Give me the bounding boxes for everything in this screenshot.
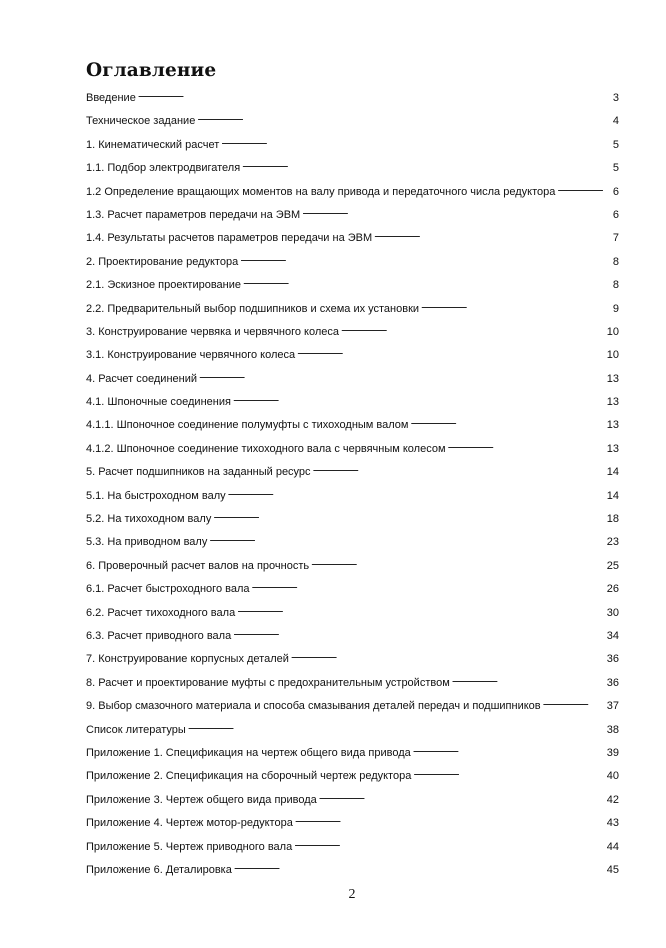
toc-heading: Оглавление (86, 60, 217, 81)
dot-leader (374, 226, 612, 241)
dot-leader (413, 741, 606, 756)
toc-entry-label[interactable]: 9. Выбор смазочного материала и способа смазывания деталей передач и подшипников (86, 700, 541, 713)
toc-entry[interactable] (86, 390, 619, 413)
dot-leader (341, 320, 606, 335)
toc-entry-label[interactable]: Введение (86, 92, 136, 104)
toc-entry-page[interactable]: 9 (612, 302, 619, 315)
toc-entry[interactable] (86, 109, 619, 132)
dot-leader (294, 835, 606, 850)
toc-entry-page[interactable]: 3 (612, 92, 619, 104)
dot-leader (221, 133, 612, 148)
toc-entry[interactable] (86, 413, 619, 436)
dot-leader (319, 788, 606, 803)
toc-entry-page[interactable]: 8 (612, 255, 619, 268)
toc-entry[interactable] (86, 484, 619, 507)
toc-entry-label[interactable]: 4. Расчет соединений (86, 372, 198, 385)
toc-entry-label[interactable]: 1.4. Результаты расчетов параметров передачи на ЭВМ (86, 232, 373, 245)
page-number: 2 (348, 887, 356, 902)
toc-entry[interactable] (86, 718, 619, 741)
toc-entry-label[interactable]: 1.3. Расчет параметров передачи на ЭВМ (86, 208, 301, 221)
toc-entry-page[interactable]: 14 (606, 466, 619, 479)
toc-entry-page[interactable]: 10 (606, 325, 619, 338)
toc-entry-page[interactable]: 26 (606, 583, 619, 596)
toc-entry-label[interactable]: Приложение 4. Чертеж мотор-редуктора (86, 817, 293, 830)
toc-entry-label[interactable]: 6.3. Расчет приводного вала (86, 629, 232, 642)
toc-entry-page[interactable]: 13 (606, 442, 619, 455)
toc-entry-page[interactable]: 40 (606, 770, 619, 783)
dot-leader (197, 109, 612, 124)
table-of-contents (86, 86, 619, 881)
dot-leader (237, 601, 606, 616)
toc-entry-label[interactable]: 3.1. Конструирование червячного колеса (86, 349, 296, 362)
dot-leader (411, 413, 606, 428)
dot-leader (452, 671, 606, 686)
dot-leader (234, 858, 606, 873)
toc-entry-page[interactable]: 36 (606, 676, 619, 689)
toc-entry[interactable] (86, 343, 619, 366)
toc-entry-page[interactable]: 8 (612, 279, 619, 292)
toc-entry-page[interactable]: 39 (606, 746, 619, 759)
toc-entry-page[interactable]: 13 (606, 372, 619, 385)
toc-entry-label[interactable]: 8. Расчет и проектирование муфты с предохранительным устройством (86, 676, 450, 689)
dot-leader (297, 343, 606, 358)
toc-entry-label[interactable]: 6.1. Расчет быстроходного вала (86, 583, 250, 596)
toc-entry-page[interactable]: 34 (606, 629, 619, 642)
dot-leader (188, 718, 606, 733)
toc-entry[interactable] (86, 647, 619, 670)
toc-entry-page[interactable]: 4 (612, 115, 619, 128)
toc-entry-label[interactable]: 6.2. Расчет тихоходного вала (86, 606, 236, 619)
toc-entry-label[interactable]: 5. Расчет подшипников на заданный ресурс (86, 466, 311, 479)
toc-entry[interactable] (86, 624, 619, 647)
dot-leader (242, 156, 612, 171)
toc-entry-label[interactable]: 1. Кинематический расчет (86, 138, 220, 151)
toc-entry[interactable] (86, 577, 619, 600)
dot-leader (295, 811, 606, 826)
toc-entry[interactable] (86, 273, 619, 296)
toc-entry-page[interactable]: 43 (606, 817, 619, 830)
toc-entry-label[interactable]: Приложение 1. Спецификация на чертеж общего вида привода (86, 746, 411, 759)
toc-entry-label[interactable]: 7. Конструирование корпусных деталей (86, 653, 289, 666)
toc-entry-page[interactable]: 25 (606, 559, 619, 572)
toc-entry-page[interactable]: 5 (612, 162, 619, 175)
toc-entry-label[interactable]: 1.1. Подбор электродвигателя (86, 162, 241, 175)
toc-entry-label[interactable]: 3. Конструирование червяка и червячного колеса (86, 325, 340, 338)
dot-leader (243, 273, 612, 288)
dot-leader (302, 203, 612, 218)
toc-entry-page[interactable]: 23 (606, 536, 619, 549)
toc-entry-label[interactable]: 2.2. Предварительный выбор подшипников и схема их установки (86, 302, 420, 315)
dot-leader (199, 367, 606, 382)
dot-leader (413, 764, 605, 779)
toc-entry-label[interactable]: 2.1. Эскизное проектирование (86, 279, 242, 292)
toc-entry[interactable] (86, 86, 619, 109)
dot-leader (228, 484, 606, 499)
toc-entry[interactable] (86, 367, 619, 390)
toc-entry-label[interactable]: 6. Проверочный расчет валов на прочность (86, 559, 310, 572)
toc-entry[interactable] (86, 858, 619, 881)
toc-entry-label[interactable]: 5.3. На приводном валу (86, 536, 208, 549)
dot-leader (233, 624, 606, 639)
dot-leader (448, 437, 606, 452)
toc-entry[interactable] (86, 250, 619, 273)
toc-entry[interactable] (86, 811, 619, 834)
toc-entry-page[interactable]: 45 (606, 863, 619, 876)
dot-leader (213, 507, 605, 522)
toc-entry[interactable] (86, 530, 619, 553)
toc-entry[interactable] (86, 671, 619, 694)
toc-entry-page[interactable]: 37 (606, 700, 619, 713)
dot-leader (543, 694, 606, 709)
dot-leader (252, 577, 606, 592)
toc-entry-page[interactable]: 6 (612, 185, 619, 198)
toc-entry-page[interactable]: 14 (606, 489, 619, 502)
toc-entry[interactable] (86, 156, 619, 179)
toc-entry-label[interactable]: Техническое задание (86, 115, 196, 128)
toc-entry-page[interactable]: 10 (606, 349, 619, 362)
toc-entry-label[interactable]: Приложение 2. Спецификация на сборочный чертеж редуктора (86, 770, 412, 783)
dot-leader (291, 647, 606, 662)
dot-leader (240, 250, 612, 265)
toc-entry[interactable] (86, 835, 619, 858)
toc-entry[interactable] (86, 460, 619, 483)
toc-entry-page[interactable]: 36 (606, 653, 619, 666)
toc-entry-page[interactable]: 13 (606, 419, 619, 432)
toc-entry[interactable] (86, 764, 619, 787)
toc-entry[interactable] (86, 320, 619, 343)
toc-entry[interactable] (86, 601, 619, 624)
toc-entry-page[interactable]: 13 (606, 396, 619, 409)
toc-entry-page[interactable]: 38 (606, 723, 619, 736)
toc-entry[interactable] (86, 554, 619, 577)
dot-leader (313, 460, 606, 475)
toc-entry-label[interactable]: 1.2 Определение вращающих моментов на валу привода и передаточного числа редуктора (86, 185, 556, 198)
dot-leader (311, 554, 606, 569)
toc-entry-page[interactable]: 18 (606, 513, 619, 526)
dot-leader (421, 297, 612, 312)
toc-entry-label[interactable]: Список литературы (86, 723, 186, 736)
toc-entry-label[interactable]: 2. Проектирование редуктора (86, 255, 239, 268)
toc-entry[interactable] (86, 226, 619, 249)
toc-entry[interactable] (86, 694, 619, 717)
dot-leader (233, 390, 606, 405)
dot-leader (557, 180, 612, 195)
toc-entry-label[interactable]: Приложение 3. Чертеж общего вида привода (86, 793, 317, 806)
toc-entry-label[interactable]: 4.1. Шпоночные соединения (86, 396, 231, 409)
dot-leader (209, 530, 605, 545)
toc-entry[interactable] (86, 788, 619, 811)
toc-entry[interactable] (86, 741, 619, 764)
toc-entry-page[interactable]: 42 (606, 793, 619, 806)
toc-entry-label[interactable]: Приложение 6. Деталировка (86, 863, 232, 876)
toc-entry[interactable] (86, 297, 619, 320)
dot-leader (138, 86, 612, 101)
toc-entry-page[interactable]: 7 (612, 232, 619, 245)
toc-entry-page[interactable]: 44 (606, 840, 619, 853)
toc-entry-label[interactable]: 4.1.2. Шпоночное соединение тихоходного вала с червячным колесом (86, 442, 446, 455)
toc-entry[interactable] (86, 437, 619, 460)
toc-entry[interactable] (86, 133, 619, 156)
toc-entry-label[interactable]: 5.2. На тихоходном валу (86, 513, 212, 526)
toc-entry[interactable] (86, 203, 619, 226)
toc-entry[interactable] (86, 507, 619, 530)
toc-entry-label[interactable]: 5.1. На быстроходном валу (86, 489, 226, 502)
toc-entry-page[interactable]: 30 (606, 606, 619, 619)
toc-entry-page[interactable]: 6 (612, 208, 619, 221)
toc-entry-label[interactable]: Приложение 5. Чертеж приводного вала (86, 840, 293, 853)
toc-entry-label[interactable]: 4.1.1. Шпоночное соединение полумуфты с тихоходным валом (86, 419, 409, 432)
toc-entry[interactable] (86, 180, 619, 203)
toc-entry-page[interactable]: 5 (612, 138, 619, 151)
